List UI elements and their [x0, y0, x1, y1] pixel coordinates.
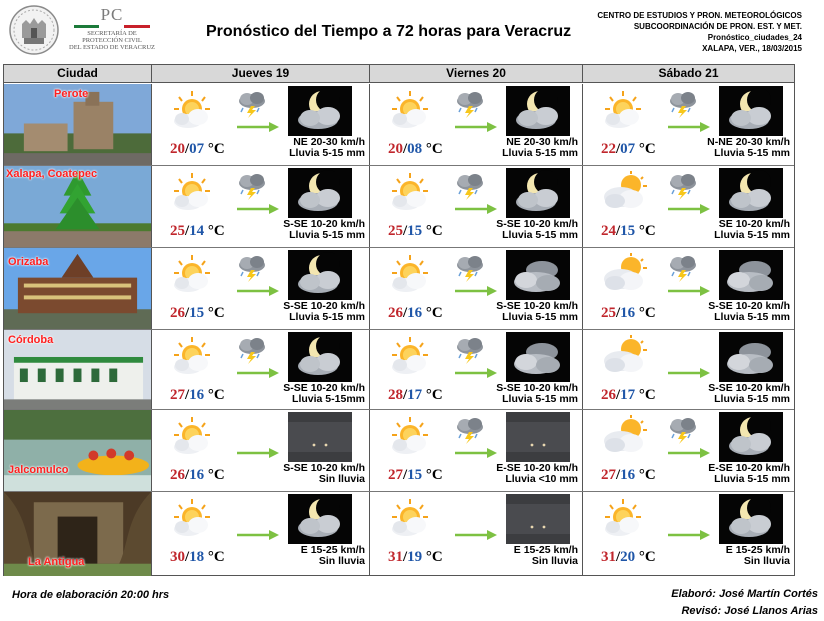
temperature: 25/16 °C — [601, 305, 656, 321]
temp-min: 18 — [189, 549, 205, 565]
wind-text: E 15-25 km/h — [725, 544, 790, 556]
temp-unit: °C — [207, 223, 225, 239]
rain-text: Lluvia <10 mm — [505, 473, 578, 485]
wind-text: E 15-25 km/h — [300, 544, 365, 556]
forecast-cell — [370, 248, 583, 329]
temp-min: 08 — [407, 141, 423, 157]
sun-cloud-icon — [170, 89, 218, 129]
forecast-cell — [370, 492, 583, 576]
rain-text: Lluvia 5-15 mm — [714, 473, 790, 485]
storm-icon — [667, 416, 699, 444]
storm-icon — [236, 254, 268, 282]
temp-min: 20 — [620, 549, 636, 565]
temp-min: 16 — [189, 387, 205, 403]
temp-unit: °C — [207, 141, 225, 157]
city-name: Xalapa, Coatepec — [6, 168, 98, 180]
city-name: Córdoba — [8, 334, 54, 346]
cloud-sun-icon — [601, 171, 649, 211]
wind-rain — [289, 137, 365, 159]
sun-cloud-icon — [388, 89, 436, 129]
storm-icon — [667, 254, 699, 282]
storm-icon — [454, 254, 486, 282]
clouds-icon — [506, 332, 570, 382]
temp-max: 26 — [388, 305, 403, 321]
temp-min: 17 — [407, 387, 423, 403]
wind-text: S-SE 10-20 km/h — [283, 462, 365, 474]
storm-icon — [454, 416, 486, 444]
agency-line: DEL ESTADO DE VERACRUZ — [69, 44, 155, 51]
agency-logo — [64, 6, 160, 51]
temp-unit: °C — [207, 387, 225, 403]
temperature: 26/17 °C — [601, 387, 656, 403]
city-cell — [4, 410, 152, 491]
arrow-right-icon — [236, 528, 280, 540]
rain-text: Lluvia 5-15 mm — [714, 147, 790, 159]
wind-text: S-SE 10-20 km/h — [283, 382, 365, 394]
center-line: Pronóstico_ciudades_24 — [707, 33, 802, 42]
city-row — [4, 330, 794, 410]
temp-unit: °C — [638, 549, 656, 565]
temp-max: 30 — [170, 549, 185, 565]
temperature: 31/20 °C — [601, 549, 656, 565]
temperature: 31/19 °C — [388, 549, 443, 565]
rain-text: Lluvia 5-15 mm — [289, 147, 365, 159]
wind-text: S-SE 10-20 km/h — [708, 382, 790, 394]
rain-text: Sin lluvia — [318, 555, 365, 567]
temperature: 20/07 °C — [170, 141, 225, 157]
temp-max: 31 — [388, 549, 403, 565]
storm-icon — [667, 90, 699, 118]
temp-max: 25 — [170, 223, 185, 239]
sun-cloud-icon — [388, 497, 436, 537]
column-header-day: Jueves 19 — [152, 65, 370, 83]
moon-cloud-icon — [719, 412, 783, 462]
forecast-cell — [583, 166, 794, 247]
sun-cloud-icon — [388, 335, 436, 375]
wind-text: E-SE 10-20 km/h — [496, 462, 578, 474]
city-cell — [4, 84, 152, 165]
city-photo — [4, 396, 151, 409]
temp-min: 16 — [620, 467, 636, 483]
rain-text: Lluvia 5-15 mm — [502, 311, 578, 323]
wind-rain — [708, 301, 790, 323]
wind-rain — [301, 545, 365, 567]
forecast-cell — [583, 410, 794, 491]
arrow-right-icon — [667, 366, 711, 378]
wind-rain — [283, 301, 365, 323]
temp-max: 26 — [601, 387, 616, 403]
temp-max: 24 — [601, 223, 616, 239]
city-row — [4, 410, 794, 492]
temp-min: 15 — [407, 223, 423, 239]
sun-cloud-icon — [170, 253, 218, 293]
sun-cloud-icon — [601, 497, 649, 537]
storm-icon — [454, 172, 486, 200]
temp-min: 07 — [189, 141, 205, 157]
center-line: SUBCOORDINACIÓN DE PRON. EST. Y MET. — [633, 22, 802, 31]
clouds-icon — [719, 250, 783, 300]
city-photo — [4, 152, 151, 165]
arrow-right-icon — [454, 446, 498, 458]
forecast-cell — [583, 248, 794, 329]
column-header-city: Ciudad — [4, 65, 152, 83]
temp-unit: °C — [207, 305, 225, 321]
temp-max: 27 — [388, 467, 403, 483]
center-line: XALAPA, VER., 18/03/2015 — [702, 44, 802, 53]
temp-max: 20 — [170, 141, 185, 157]
rain-text: Lluvia 5-15 mm — [502, 229, 578, 241]
city-cell — [4, 330, 152, 409]
forecast-cell — [152, 84, 370, 165]
arrow-right-icon — [667, 446, 711, 458]
temp-unit: °C — [425, 467, 443, 483]
temp-unit: °C — [207, 467, 225, 483]
temp-unit: °C — [638, 141, 656, 157]
wind-text: S-SE 10-20 km/h — [283, 218, 365, 230]
cloud-sun-icon — [601, 253, 649, 293]
wind-rain — [707, 137, 790, 159]
storm-icon — [236, 336, 268, 364]
rain-text: Sin lluvia — [531, 555, 578, 567]
clouds-icon — [506, 250, 570, 300]
wind-rain — [714, 219, 790, 241]
forecast-cell — [370, 330, 583, 409]
rain-text: Lluvia 5-15 mm — [289, 229, 365, 241]
temperature: 22/07 °C — [601, 141, 656, 157]
elaborated-by: Elaboró: José Martín Cortés — [671, 588, 818, 600]
arrow-right-icon — [454, 528, 498, 540]
forecast-cell — [370, 166, 583, 247]
city-row — [4, 166, 794, 248]
wind-text: S-SE 10-20 km/h — [283, 300, 365, 312]
moon-cloud-icon — [719, 494, 783, 544]
forecast-cell — [583, 84, 794, 165]
arrow-right-icon — [236, 120, 280, 132]
rain-text: Sin lluvia — [318, 473, 365, 485]
temp-max: 25 — [388, 223, 403, 239]
temp-max: 26 — [170, 467, 185, 483]
forecast-cell — [370, 84, 583, 165]
arrow-right-icon — [667, 284, 711, 296]
temp-unit: °C — [638, 467, 656, 483]
wind-text: N-NE 20-30 km/h — [707, 136, 790, 148]
arrow-right-icon — [236, 202, 280, 214]
temp-unit: °C — [638, 223, 656, 239]
moon-cloud-icon — [506, 86, 570, 136]
temperature: 27/15 °C — [388, 467, 443, 483]
wind-text: SE 10-20 km/h — [718, 218, 790, 230]
cloud-sun-icon — [601, 415, 649, 455]
temp-unit: °C — [638, 305, 656, 321]
temp-max: 22 — [601, 141, 616, 157]
temperature: 27/16 °C — [601, 467, 656, 483]
arrow-right-icon — [236, 284, 280, 296]
temp-unit: °C — [638, 387, 656, 403]
arrow-right-icon — [667, 120, 711, 132]
agency-line: PROTECCIÓN CIVIL — [82, 37, 142, 44]
city-cell — [4, 166, 152, 247]
city-name: La Antigua — [28, 556, 85, 568]
arrow-right-icon — [667, 202, 711, 214]
forecast-cell — [583, 330, 794, 409]
storm-icon — [667, 172, 699, 200]
column-header-day: Sábado 21 — [583, 65, 794, 83]
wind-text: E-SE 10-20 km/h — [708, 462, 790, 474]
city-photo — [4, 234, 151, 247]
temp-max: 25 — [601, 305, 616, 321]
fog-icon — [506, 412, 570, 462]
temp-min: 15 — [189, 305, 205, 321]
forecast-cell — [152, 492, 370, 576]
center-line: CENTRO DE ESTUDIOS Y PRON. METEOROLÓGICOS — [597, 11, 802, 20]
arrow-right-icon — [454, 284, 498, 296]
wind-text: S-SE 10-20 km/h — [496, 382, 578, 394]
wind-text: E 15-25 km/h — [513, 544, 578, 556]
forecast-cell — [152, 330, 370, 409]
temperature: 30/18 °C — [170, 549, 225, 565]
wind-rain — [708, 383, 790, 405]
rain-text: Lluvia 5-15 mm — [502, 147, 578, 159]
storm-icon — [236, 90, 268, 118]
center-info — [597, 10, 802, 54]
credits — [671, 586, 818, 620]
wind-rain — [283, 463, 365, 485]
wind-rain — [514, 545, 578, 567]
wind-text: NE 20-30 km/h — [293, 136, 365, 148]
temperature: 26/16 °C — [388, 305, 443, 321]
forecast-cell — [370, 410, 583, 491]
wind-rain — [283, 383, 365, 405]
wind-rain — [496, 463, 578, 485]
temperature: 26/15 °C — [170, 305, 225, 321]
arrow-right-icon — [454, 202, 498, 214]
temp-min: 16 — [620, 305, 636, 321]
forecast-table — [3, 64, 795, 576]
moon-cloud-icon — [719, 168, 783, 218]
page-title: Pronóstico del Tiempo a 72 horas para Veracruz — [206, 23, 572, 40]
sun-cloud-icon — [601, 89, 649, 129]
city-row — [4, 248, 794, 330]
wind-text: NE 20-30 km/h — [506, 136, 578, 148]
city-name: Jalcomulco — [8, 464, 69, 476]
city-photo — [4, 478, 151, 491]
wind-rain — [496, 383, 578, 405]
temperature: 26/16 °C — [170, 467, 225, 483]
city-photo — [4, 316, 151, 329]
arrow-right-icon — [454, 366, 498, 378]
forecast-cell — [152, 166, 370, 247]
fog-icon — [506, 494, 570, 544]
temp-unit: °C — [207, 549, 225, 565]
temp-min: 15 — [407, 467, 423, 483]
wind-rain — [496, 301, 578, 323]
sun-cloud-icon — [388, 415, 436, 455]
moon-cloud-icon — [719, 86, 783, 136]
temperature: 25/14 °C — [170, 223, 225, 239]
agency-line: SECRETARÍA DE — [87, 30, 137, 37]
rain-text: Lluvia 5-15 mm — [714, 311, 790, 323]
agency-acronym: PC — [100, 5, 124, 24]
sun-cloud-icon — [170, 497, 218, 537]
rain-text: Lluvia 5-15 mm — [502, 393, 578, 405]
rain-text: Sin lluvia — [743, 555, 790, 567]
wind-rain — [283, 219, 365, 241]
temp-max: 20 — [388, 141, 403, 157]
temperature: 27/16 °C — [170, 387, 225, 403]
elaboration-time: Hora de elaboración 20:00 hrs — [12, 589, 170, 601]
reviewed-by: Revisó: José Llanos Arias — [681, 605, 818, 617]
fog-icon — [288, 412, 352, 462]
rain-text: Lluvia 5-15 mm — [289, 311, 365, 323]
temp-unit: °C — [425, 141, 443, 157]
temp-max: 27 — [601, 467, 616, 483]
storm-icon — [454, 90, 486, 118]
wind-text: S-SE 10-20 km/h — [496, 300, 578, 312]
arrow-right-icon — [236, 366, 280, 378]
wind-rain — [496, 219, 578, 241]
wind-rain — [708, 463, 790, 485]
temp-max: 27 — [170, 387, 185, 403]
forecast-cell — [583, 492, 794, 576]
arrow-right-icon — [667, 528, 711, 540]
wind-text: S-SE 10-20 km/h — [708, 300, 790, 312]
sun-cloud-icon — [170, 415, 218, 455]
temp-unit: °C — [425, 387, 443, 403]
sun-cloud-icon — [388, 253, 436, 293]
temp-max: 26 — [170, 305, 185, 321]
cloud-sun-icon — [601, 335, 649, 375]
temperature: 28/17 °C — [388, 387, 443, 403]
temp-min: 15 — [620, 223, 636, 239]
moon-cloud-icon — [288, 168, 352, 218]
moon-cloud-icon — [288, 494, 352, 544]
temp-unit: °C — [425, 223, 443, 239]
city-cell — [4, 248, 152, 329]
temp-unit: °C — [425, 305, 443, 321]
moon-cloud-icon — [288, 86, 352, 136]
column-header-day: Viernes 20 — [370, 65, 583, 83]
wind-rain — [502, 137, 578, 159]
temp-unit: °C — [425, 549, 443, 565]
temp-min: 07 — [620, 141, 636, 157]
temp-max: 28 — [388, 387, 403, 403]
rain-text: Lluvia 5-15 mm — [714, 393, 790, 405]
forecast-cell — [152, 410, 370, 491]
sun-cloud-icon — [170, 335, 218, 375]
rain-text: Lluvia 5-15 mm — [714, 229, 790, 241]
temp-min: 19 — [407, 549, 423, 565]
storm-icon — [236, 172, 268, 200]
city-name: Orizaba — [8, 256, 49, 268]
temperature: 20/08 °C — [388, 141, 443, 157]
wind-rain — [726, 545, 790, 567]
clouds-icon — [719, 332, 783, 382]
city-name: Perote — [54, 88, 89, 100]
temp-max: 31 — [601, 549, 616, 565]
veracruz-coat-of-arms-icon — [8, 4, 60, 56]
wind-text: S-SE 10-20 km/h — [496, 218, 578, 230]
sun-cloud-icon — [388, 171, 436, 211]
arrow-right-icon — [236, 446, 280, 458]
city-row — [4, 84, 794, 166]
moon-cloud-icon — [288, 250, 352, 300]
storm-icon — [454, 336, 486, 364]
arrow-right-icon — [454, 120, 498, 132]
city-cell — [4, 492, 152, 576]
temp-min: 17 — [620, 387, 636, 403]
forecast-cell — [152, 248, 370, 329]
moon-cloud-icon — [288, 332, 352, 382]
temp-min: 16 — [407, 305, 423, 321]
temp-min: 16 — [189, 467, 205, 483]
rain-text: Lluvia 5-15mm — [292, 393, 365, 405]
city-row — [4, 492, 794, 576]
temp-min: 14 — [189, 223, 205, 239]
sun-cloud-icon — [170, 171, 218, 211]
temperature: 24/15 °C — [601, 223, 656, 239]
moon-cloud-icon — [506, 168, 570, 218]
temperature: 25/15 °C — [388, 223, 443, 239]
